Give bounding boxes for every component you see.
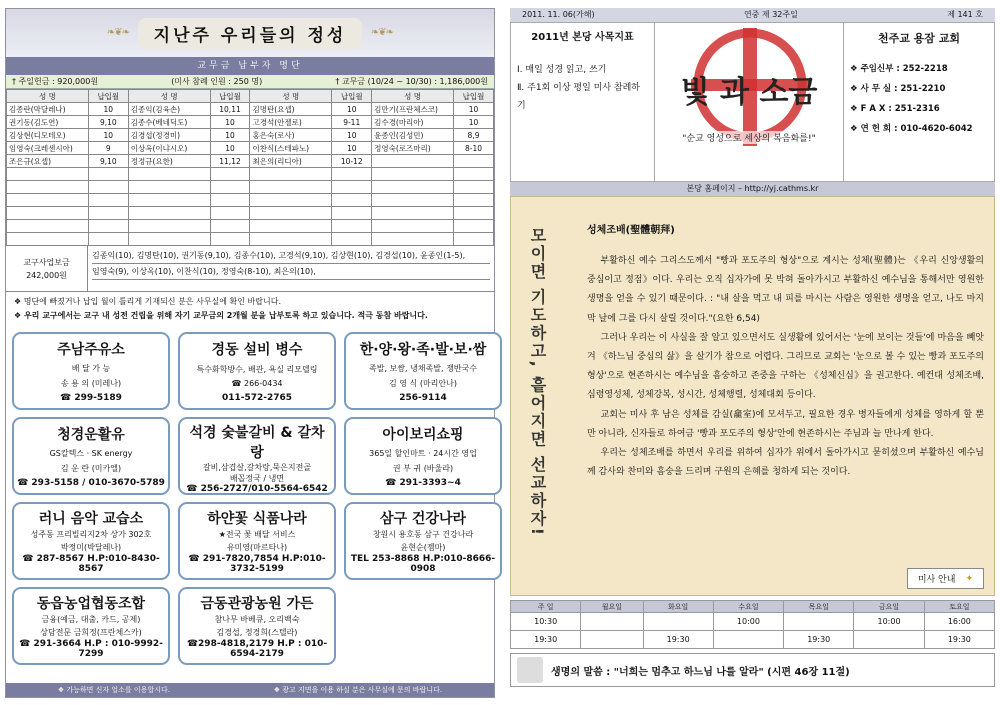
ad-h: 하얀꽃 식품나라 <box>207 510 307 527</box>
table-cell: 11,12 <box>210 155 250 168</box>
sub-bar: 교무금 납부자 명단 <box>6 57 494 75</box>
page-title: 지난주 우리들의 정성 <box>138 18 363 49</box>
table-cell <box>250 194 332 207</box>
table-cell: 김명탄(요셉) <box>250 103 332 116</box>
para-3: 교회는 미사 후 남은 성체를 감실(龕室)에 모셔두고, 필요한 경우 병자들에게 성체를 영하게 할 뿐만 아니라, 신자들로 하여금 '빵과 포도주의 형상'안에 현존하시는 주님과 늘 만나게 한다. <box>587 409 984 439</box>
table-cell: 김경섭(정경미) <box>128 129 210 142</box>
ad-s: 갈비,삼겹살,갈차랑,묵은지전골 <box>202 463 312 472</box>
table-cell <box>332 194 372 207</box>
ad-p: ☎ 291-3393~4 <box>385 478 461 488</box>
ad-box <box>178 502 336 580</box>
motto: "순교 영성으로 세상의 복음화를!" <box>655 131 843 144</box>
table-cell <box>7 181 89 194</box>
table-cell: 조은규(요셉) <box>7 155 89 168</box>
ornament-left: ❧❦❧ <box>106 27 130 38</box>
table-row <box>7 116 494 129</box>
table-cell <box>210 194 250 207</box>
mission-line-1: 김종익(10), 김명탄(10), 권기동(9,10), 김종수(10), 고경석(9,10), 김상현(10), 김경섭(10), 윤종인(1-5), <box>92 248 490 264</box>
article-title: 성체조배(聖體朝拜) <box>587 225 675 236</box>
table-cell <box>332 181 372 194</box>
table-cell: 김종란(막달레나) <box>7 103 89 116</box>
table-cell <box>128 220 210 233</box>
table-cell <box>454 181 494 194</box>
table-cell <box>454 194 494 207</box>
mass-guide-label <box>907 568 984 589</box>
dues-table <box>6 89 494 246</box>
table-cell <box>88 168 128 181</box>
ad-box <box>344 417 502 495</box>
table-cell <box>454 233 494 246</box>
table-cell: 홍은숙(로사) <box>250 129 332 142</box>
ad-h: 한·양·왕·족·발·보·쌈 <box>359 342 487 358</box>
table-cell <box>210 207 250 220</box>
table-cell: 정영숙(로즈마리) <box>372 142 454 155</box>
footer-left: ❖ 가능하면 신자 업소를 이용합시다. <box>57 686 170 694</box>
table-row <box>7 103 494 116</box>
ad-h: 금동관광농원 가든 <box>200 595 314 612</box>
table-cell: 권기동(김도연) <box>7 116 89 129</box>
notice-2: ❖ 우리 교구에서는 교구 내 성전 건립을 위해 자기 교무금의 2개월 분을 납부토록 하고 있습니다. 적극 동참 바랍니다. <box>14 311 428 320</box>
table-cell <box>128 168 210 181</box>
table-cell: 10 <box>210 116 250 129</box>
schedule-cell <box>784 613 854 631</box>
attendance: (미사 참례 인원 : 250 명) <box>171 77 263 86</box>
schedule-row <box>511 631 995 649</box>
ad-p: ☎ 256-2727/010-5564-6542 <box>186 484 328 494</box>
ornament-right: ❧❦❧ <box>370 27 394 38</box>
ad-box <box>344 332 502 410</box>
table-cell <box>250 207 332 220</box>
table-cell <box>128 233 210 246</box>
table-row <box>7 129 494 142</box>
schedule-cell: 10:00 <box>854 613 924 631</box>
table-cell <box>454 155 494 168</box>
ad-n: 박정미(박달레나) <box>60 542 122 552</box>
ad-box <box>12 502 170 580</box>
table-row <box>7 155 494 168</box>
contact-block <box>844 23 994 181</box>
col-header: 납입월 <box>332 90 372 103</box>
table-cell <box>250 168 332 181</box>
table-cell <box>88 194 128 207</box>
table-cell <box>454 220 494 233</box>
left-footer <box>6 683 494 697</box>
schedule-cell <box>581 631 643 649</box>
schedule-cell: 10:00 <box>713 613 783 631</box>
ad-p: ☎298-4818,2179 H.P : 010-6594-2179 <box>186 639 328 660</box>
ad-p: TEL 253-8868 H.P:010-8666-0908 <box>350 554 496 575</box>
contact-2: ❖ 사 무 실 : 251-2210 <box>850 84 946 94</box>
table-cell <box>250 220 332 233</box>
ad-n: 유미영(마르타나) <box>226 542 288 552</box>
table-cell <box>88 233 128 246</box>
table-cell: 10 <box>332 129 372 142</box>
goal-1: Ⅰ. 매일 성경 읽고, 쓰기 <box>517 65 607 75</box>
contact-3: ❖ F A X : 251-2316 <box>850 104 940 114</box>
offering-summary <box>6 75 494 89</box>
table-cell <box>332 220 372 233</box>
table-cell <box>7 194 89 207</box>
table-cell: 김종수(베네딕도) <box>128 116 210 129</box>
col-header: 성 명 <box>7 90 89 103</box>
ad-p: 011-572-2765 <box>221 392 293 403</box>
ad-s: 배 달 가 능 <box>71 364 111 373</box>
col-header: 성 명 <box>250 90 332 103</box>
table-cell: 김수경(마리아) <box>372 116 454 129</box>
table-cell <box>250 181 332 194</box>
ad-h: 청경운활유 <box>57 427 125 443</box>
table-cell: 김상현(디모테오) <box>7 129 89 142</box>
table-row <box>7 207 494 220</box>
table-cell <box>128 194 210 207</box>
mission-label: 교구사업보금 <box>23 257 70 267</box>
ad-s: 금융(예금, 대출, 카드, 공제) <box>41 615 141 625</box>
mission-line-2: 임영숙(9), 이상옥(10), 이찬식(10), 정영숙(8-10), 최은의(10), <box>92 264 490 280</box>
notices <box>6 292 494 326</box>
ad-n: 김 운 란 (미카엘) <box>60 464 122 473</box>
schedule-cell: 19:30 <box>784 631 854 649</box>
day-header: 주 일 <box>511 601 581 613</box>
ad-h: 러니 음악 교습소 <box>38 510 144 527</box>
day-header: 수요일 <box>713 601 783 613</box>
ad-s: 참나무 바베큐, 오리백숙 <box>214 615 300 625</box>
table-cell: 9 <box>88 142 128 155</box>
mission-fund <box>6 246 494 292</box>
day-header: 목요일 <box>784 601 854 613</box>
issue-number: 제 141 호 <box>947 10 983 19</box>
table-cell <box>332 233 372 246</box>
table-cell <box>210 233 250 246</box>
left-header <box>6 9 494 57</box>
issue-date: 2011. 11. 06(가해) <box>522 10 595 19</box>
day-header: 금요일 <box>854 601 924 613</box>
col-header: 성 명 <box>128 90 210 103</box>
table-cell: 김만기(프란체스코) <box>372 103 454 116</box>
table-cell <box>210 168 250 181</box>
col-header: 성 명 <box>372 90 454 103</box>
masthead <box>510 22 995 182</box>
table-cell: 10 <box>88 103 128 116</box>
schedule-cell: 19:30 <box>643 631 713 649</box>
table-cell: 김종익(김육손) <box>128 103 210 116</box>
ad-p: ☎ 299-5189 <box>60 393 122 403</box>
table-cell: 10 <box>454 116 494 129</box>
ad-h: 삼구 건강나라 <box>379 510 467 527</box>
schedule-cell: 19:30 <box>924 631 994 649</box>
article <box>510 196 995 596</box>
notice-1: ❖ 명단에 빠졌거나 납입 월이 틀리게 기재되신 분은 사무실에 확인 바랍니다. <box>14 297 281 306</box>
issue-bar <box>510 8 995 22</box>
schedule-cell <box>854 631 924 649</box>
ad-n: 윤현순(젬마) <box>400 542 446 552</box>
col-header: 납입월 <box>210 90 250 103</box>
left-page <box>5 8 495 698</box>
footer-right: ❖ 광고 지면을 이용 하실 분은 사무실에 문의 바랍니다. <box>273 686 443 694</box>
ad-n: 배꼽정국 / 냉면 <box>229 474 285 483</box>
table-row <box>7 194 494 207</box>
col-header: 납입월 <box>88 90 128 103</box>
sunday-offering: † 주일헌금 : 920,000원 <box>12 77 99 86</box>
schedule-cell: 19:30 <box>511 631 581 649</box>
ad-n: 송 용 의 (미레나) <box>60 379 122 388</box>
pastoral-goals <box>511 23 655 181</box>
ad-s: 특수화학방수, 배관, 욕실 리모델링 <box>196 364 318 374</box>
mass-schedule <box>510 600 995 649</box>
schedule-cell: 10:30 <box>511 613 581 631</box>
table-cell: 9-11 <box>332 116 372 129</box>
table-cell: 임영숙(크레센시아) <box>7 142 89 155</box>
table-cell <box>332 168 372 181</box>
table-cell: 고경석(안젤로) <box>250 116 332 129</box>
table-cell: 최은의(리디아) <box>250 155 332 168</box>
table-row <box>7 181 494 194</box>
ad-n: ☎ 266-0434 <box>231 379 283 389</box>
ad-n: 김 영 식 (마리안나) <box>389 379 457 388</box>
ad-s: 성주동 프리빌리지2차 상가 302호 <box>30 530 152 540</box>
ad-p: 256-9114 <box>399 393 447 403</box>
ad-p: ☎ 291-3664 H.P : 010-9992-7299 <box>19 639 163 660</box>
table-cell: 10 <box>210 129 250 142</box>
mission-amount: 242,000원 <box>26 270 67 280</box>
table-cell <box>372 168 454 181</box>
table-cell: 9,10 <box>88 155 128 168</box>
table-row <box>7 220 494 233</box>
table-cell: 9,10 <box>88 116 128 129</box>
table-cell <box>7 168 89 181</box>
day-header: 토요일 <box>924 601 994 613</box>
table-cell <box>454 168 494 181</box>
table-row <box>7 233 494 246</box>
table-cell: 10,11 <box>210 103 250 116</box>
table-cell: 이상옥(이냐시오) <box>128 142 210 155</box>
table-cell: 8,9 <box>454 129 494 142</box>
table-cell <box>372 207 454 220</box>
schedule-cell: 16:00 <box>924 613 994 631</box>
table-cell: 윤종인(김성민) <box>372 129 454 142</box>
day-header: 월요일 <box>581 601 643 613</box>
dues-total: † 교무금 (10/24 ~ 10/30) : 1,186,000원 <box>335 77 488 86</box>
contact-4: ❖ 연 헌 회 : 010-4620-6042 <box>850 124 973 134</box>
ad-p: ☎ 291-7820,7854 H.P:010-3732-5199 <box>188 554 326 575</box>
table-header <box>7 90 494 103</box>
ad-h: 석경 숯불갈비 & 갈차랑 <box>189 425 325 461</box>
logo-text: 빛 과 소금 <box>680 75 818 110</box>
col-header: 납입월 <box>454 90 494 103</box>
table-cell <box>88 220 128 233</box>
schedule-cell <box>643 613 713 631</box>
ad-box <box>178 417 336 495</box>
ad-s: GS칼텍스 · SK energy <box>49 449 133 458</box>
ad-h: 동읍농업협동조합 <box>36 595 146 612</box>
ad-s: 창원시 용호동 삼구 건강나라 <box>372 530 474 540</box>
table-cell: 10 <box>88 129 128 142</box>
table-cell <box>372 194 454 207</box>
table-cell: 8-10 <box>454 142 494 155</box>
liturgical-week: 연중 제 32주일 <box>743 10 798 19</box>
ad-box <box>178 332 336 410</box>
table-cell <box>210 181 250 194</box>
table-cell <box>7 220 89 233</box>
table-cell <box>372 220 454 233</box>
schedule-cell <box>713 631 783 649</box>
table-cell: 정정규(요한) <box>128 155 210 168</box>
table-cell <box>88 207 128 220</box>
candle-icon: ✦ <box>965 573 973 584</box>
table-cell <box>372 233 454 246</box>
ad-h: 경동 설비 병수 <box>211 342 303 359</box>
table-cell <box>332 207 372 220</box>
ad-p: ☎ 287-8567 H.P:010-8430-8567 <box>22 554 160 575</box>
ad-h: 아이보리쇼핑 <box>382 427 464 443</box>
ad-h: 주남주유소 <box>57 342 125 358</box>
ad-box <box>12 332 170 410</box>
table-cell <box>454 207 494 220</box>
table-cell <box>128 181 210 194</box>
portrait-icon <box>517 657 543 683</box>
table-cell <box>7 233 89 246</box>
ad-p: ☎ 293-5158 / 010-3670-5789 <box>17 478 165 488</box>
ad-box <box>12 587 170 665</box>
ad-n: 권 부 귀 (바울라) <box>392 464 454 473</box>
table-cell <box>7 207 89 220</box>
table-cell <box>250 233 332 246</box>
table-cell <box>88 181 128 194</box>
table-cell: 10-12 <box>332 155 372 168</box>
day-header: 화요일 <box>643 601 713 613</box>
para-4: 우리는 성체조배를 하면서 우리를 위하여 십자가 위에서 돌아가시고 묻히셨으며 부활하신 예수님께 감사와 찬미와 흠숭을 드리며 구원의 은혜를 청하게 되는 것이다. <box>587 448 984 478</box>
mass-guide-text: 미사 안내 <box>917 575 956 585</box>
table-cell <box>372 181 454 194</box>
vertical-slogan: 모이면 기도하고, 흩어지면 선교하자! <box>528 227 547 538</box>
schedule-header <box>511 601 995 613</box>
ad-box <box>344 502 502 580</box>
table-cell: 10 <box>332 103 372 116</box>
goal-2: Ⅱ. 주1회 이상 평일 미사 참례하기 <box>517 83 640 111</box>
para-2: 그러나 우리는 이 사실을 잘 알고 있으면서도 실생활에 있어서는 '눈에 보이는 것들'에 마음을 빼앗겨 《하느님 중심의 삶》을 살기가 참으로 어렵다. 그리므로 교회는 '눈으로 볼 수 있는 빵과 포도주의 형상'으로 현존하시는 예수님을 흠숭하고 존중을 구하는 《성체신심》을 권고한다. 예컨대 성체조배, 심령영성체, 성체강복, 성시간, 성체행렬, 성체대회 등이다. <box>587 332 984 401</box>
para-1: 부활하신 예수 그리스도께서 "빵과 포도주의 형상"으로 계시는 성체(聖體)는 《우리 신앙생활의 중심이고 정점》이다. 우리는 오직 십자가에 못 박혀 돌아가시고 부활하신 예수님을 통해서만 영원한 생명을 얻을 수 있기 때문이다. : "내 살을 먹고 내 피를 마시는 사람은 영원한 생명을 얻고, 나도 마지막 날에 그를 다시 살릴 것이다."(요한 6,54) <box>587 256 984 324</box>
goals-title: 2011년 본당 사목지표 <box>531 32 634 43</box>
ad-box <box>178 587 336 665</box>
table-row <box>7 142 494 155</box>
ad-n: 김경섭, 정경희(스텔라) <box>216 627 298 637</box>
word-text: 생명의 말씀 : "너희는 멈추고 하느님 나를 알라" (시편 46장 11절) <box>551 666 850 678</box>
right-page <box>510 8 995 698</box>
table-cell <box>372 155 454 168</box>
logo-area <box>655 23 844 181</box>
ad-s: 족발, 보쌈, 냉채족발, 쟁반국수 <box>369 364 477 373</box>
contact-1: ❖ 주임신부 : 252-2218 <box>850 64 948 74</box>
table-cell: 이찬식(스테파노) <box>250 142 332 155</box>
ad-s: ★전국 꽃 배달 서비스 <box>218 530 296 540</box>
schedule-cell <box>581 613 643 631</box>
table-cell <box>128 207 210 220</box>
word-of-life <box>510 653 995 687</box>
table-cell: 10 <box>454 103 494 116</box>
table-cell <box>210 220 250 233</box>
table-cell: 10 <box>332 142 372 155</box>
table-cell: 10 <box>210 142 250 155</box>
schedule-row <box>511 613 995 631</box>
ad-box <box>12 417 170 495</box>
homepage-link[interactable]: 본당 홈페이지 – http://yj.cathms.kr <box>510 182 995 196</box>
table-row <box>7 168 494 181</box>
ad-s: 365일 할인마트 · 24시간 영업 <box>369 449 477 458</box>
ad-grid <box>6 326 494 665</box>
church-name: 천주교 용잠 교회 <box>877 32 961 45</box>
ad-n: 상담전문 금희정(프란체스카) <box>40 627 142 637</box>
